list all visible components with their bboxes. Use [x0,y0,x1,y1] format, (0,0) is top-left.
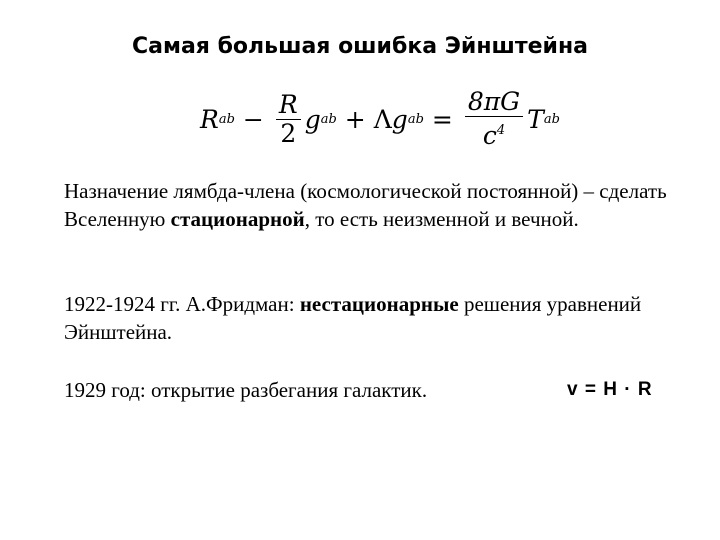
index-ab: ab [407,111,424,127]
lambda-symbol: Λ [373,104,392,134]
equals-sign: = [431,104,453,134]
paragraph-friedmann [64,290,684,346]
emphasis-stationary: стационарной [170,207,305,231]
fraction-denominator: 2 [280,118,297,148]
fraction-numerator: 8πG [465,88,523,117]
metric-symbol: g [304,104,321,134]
metric-symbol: g [391,104,408,134]
minus-sign: − [242,104,264,134]
paragraph-1929-discovery: 1929 год: открытие разбегания галактик. [64,378,428,402]
hubble-law-formula: v = H · R [567,379,653,400]
slide-title: Самая большая ошибка Эйнштейна [131,34,589,59]
paragraph-text: , то есть неизменной и вечной. [304,207,579,231]
einstein-field-equation [200,88,560,150]
fraction-8piG-over-c4 [465,88,523,150]
paragraph-text: 1922-1924 гг. А.Фридман: [64,292,300,316]
emphasis-nonstationary: нестационарные [299,292,459,316]
fraction-denominator [480,117,508,150]
paragraph-lambda-purpose [64,177,684,233]
paragraph-text: Назначение лямбда-члена (космологической постоянной) – сделать Вселенную [64,179,667,231]
plus-sign: + [344,104,366,134]
fraction-numerator: R [276,91,301,120]
index-ab: ab [320,111,337,127]
index-ab: ab [218,111,235,127]
paragraph-text: решения уравнений Эйнштейна. [64,292,642,344]
index-ab: ab [543,111,560,127]
fraction-r-over-2 [276,91,301,148]
power-exponent: 4 [496,123,506,138]
ricci-tensor-symbol: R [200,104,219,134]
stress-energy-symbol: T [527,104,544,134]
speed-of-light-symbol: c [482,121,497,150]
